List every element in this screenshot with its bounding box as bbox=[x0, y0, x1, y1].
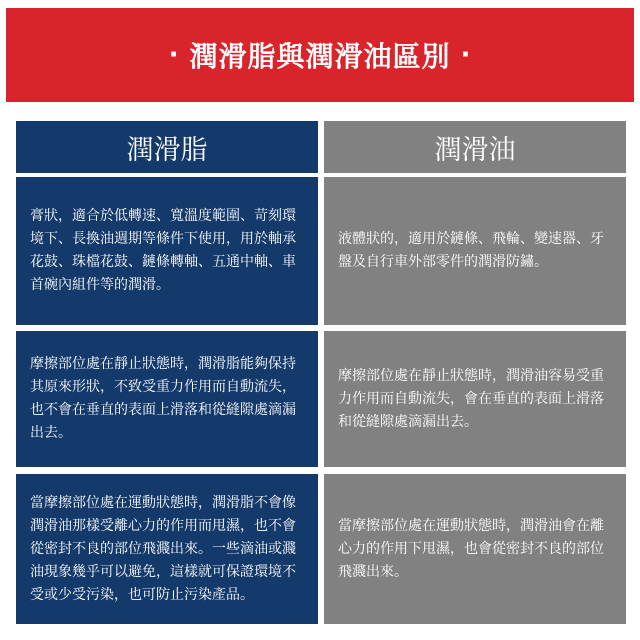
title-banner bbox=[6, 8, 634, 102]
oil-column-header: 潤滑油 bbox=[324, 120, 626, 173]
oil-row-1-cell bbox=[324, 177, 626, 325]
grease-row-2-cell bbox=[16, 331, 318, 467]
page-title bbox=[169, 35, 472, 75]
oil-row-3-cell bbox=[324, 474, 626, 624]
grease-row-1-text: 膏狀，適合於低轉速、寬溫度範圍、苛刻環境下、長換油週期等條件下使用，用於軸承花鼓、珠檔花鼓、鏈條轉軸、五通中軸、車首碗內組件等的潤滑。 bbox=[30, 208, 296, 293]
grease-row-3-text: 當摩擦部位處在運動狀態時，潤滑脂不會像潤滑油那樣受離心力的作用而甩濕，也不會從密封不良的部位飛濺出來。一些滴油或濺油現象幾乎可以避免，這樣就可保證環境不受或少受污染，也可防止污染產品。 bbox=[30, 494, 296, 603]
title-dot-right: · bbox=[460, 40, 472, 70]
oil-row-3-text: 當摩擦部位處在運動狀態時，潤滑油會在離心力的作用下甩濕，也會從密封不良的部位飛濺出來。 bbox=[338, 517, 604, 580]
grease-row-1-cell bbox=[16, 177, 318, 325]
title-text: 潤滑脂與潤滑油區別 bbox=[189, 40, 451, 73]
grease-column-header: 潤滑脂 bbox=[16, 120, 318, 173]
oil-row-2-text: 摩擦部位處在靜止狀態時，潤滑油容易受重力作用而自動流失，會在垂直的表面上滑落和從縫隙處滴漏出去。 bbox=[338, 367, 604, 430]
grease-row-2-text: 摩擦部位處在靜止狀態時，潤滑脂能夠保持其原來形狀，不致受重力作用而自動流失，也不會在垂直的表面上滑落和從縫隙處滴漏出去。 bbox=[30, 356, 296, 441]
oil-row-1-text: 液體狀的，適用於鏈條、飛輪、變速器、牙盤及自行車外部零件的潤滑防鏽。 bbox=[338, 231, 604, 270]
grease-row-3-cell bbox=[16, 474, 318, 624]
oil-row-2-cell bbox=[324, 331, 626, 467]
title-dot-left: · bbox=[168, 40, 180, 70]
